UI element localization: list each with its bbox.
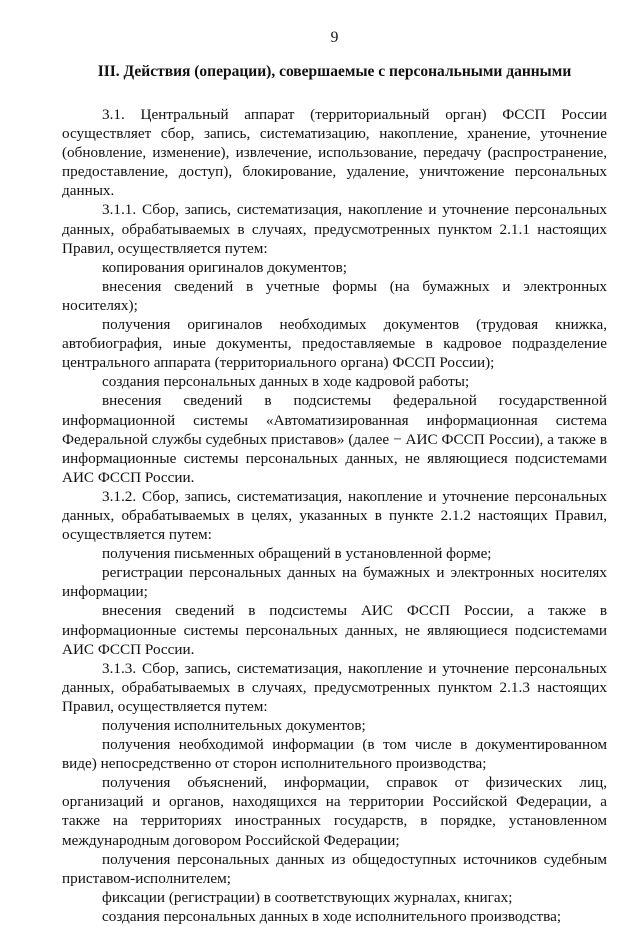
list-item: регистрации персональных данных на бумажных и электронных носителях информации; [62,564,607,601]
list-item: создания персональных данных в ходе исполнительного производства; [102,907,562,925]
list-item: получения персональных данных из общедоступных источников судебным приставом-исполнителем; [62,850,607,887]
list-item: получения оригиналов необходимых документов (трудовая книжка, автобиография, иные документы, предоставляемые в кадровое подразделение центрального аппарата (территориального органа) ФССП России); [62,316,607,372]
list-item: получения письменных обращений в установленной форме; [102,545,492,563]
document-page [62,28,607,926]
list-item: получения исполнительных документов; [102,717,366,734]
list-item: фиксации (регистрации) в соответствующих журналах, книгах; [102,888,513,906]
list-item: внесения сведений в подсистемы федеральной государственной информационной системы «Автоматизированная информационная система Федеральной службы судебных приставов» (далее − АИС ФССП России), а также в информационные системы персональных данных, не являющиеся подсистемами АИС ФССП России. [62,392,607,486]
paragraph-3-1-1: 3.1.1. Сбор, запись, систематизация, накопление и уточнение персональных данных, обрабатываемых в случаях, предусмотренных пунктом 2.1.1 настоящих Правил, осуществляется путем: [62,201,607,257]
list-item: внесения сведений в учетные формы (на бумажных и электронных носителях); [62,277,607,314]
paragraph-3-1-3: 3.1.3. Сбор, запись, систематизация, накопление и уточнение персональных данных, обрабатываемых в случаях, предусмотренных пунктом 2.1.3 настоящих Правил, осуществляется путем: [62,659,607,715]
paragraph-3-1-2: 3.1.2. Сбор, запись, систематизация, накопление и уточнение персональных данных, обрабатываемых в целях, указанных в пункте 2.1.2 настоящих Правил, осуществляется путем: [62,487,607,544]
list-item: внесения сведений в подсистемы АИС ФССП России, а также в информационные системы персональных данных, не являющиеся подсистемами АИС ФССП России. [62,602,607,658]
page-number: 9 [330,29,339,46]
list-item: создания персональных данных в ходе кадровой работы; [102,373,470,391]
list-item: получения объяснений, информации, справок от физических лиц, организаций и органов, находящихся на территории Российской Федерации, а также на территориях иностранных государств, в порядке, установленном международным договором Российской Федерации; [62,774,607,849]
list-item: получения необходимой информации (в том числе в документированном виде) непосредственно от сторон исполнительного производства; [62,736,607,773]
list-item: копирования оригиналов документов; [102,258,347,276]
paragraph-3-1: 3.1. Центральный аппарат (территориальный орган) ФССП России осуществляет сбор, запись, систематизацию, накопление, хранение, уточнение (обновление, изменение), извлечение, использование, передачу (распространение, предоставление, доступ), блокирование, удаление, уничтожение персональных данных. [62,106,607,200]
section-title: III. Действия (операции), совершаемые с персональными данными [97,63,572,80]
